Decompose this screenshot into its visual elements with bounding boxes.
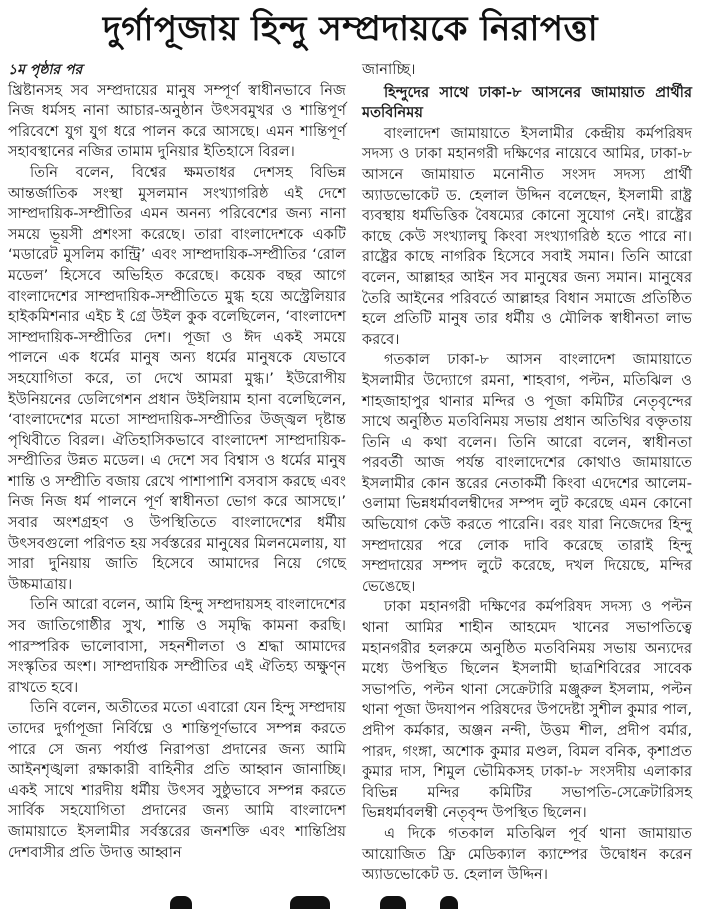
article-column-right [362, 60, 692, 886]
article-paragraph: গতকাল ঢাকা-৮ আসন বাংলাদেশ জামায়াতে ইসলামীর উদ্যোগে রমনা, শাহবাগ, পল্টন, মতিঝিল ও শাহজাহাপুর থানার মন্দির ও পূজা কমিটির নেতৃবৃন্দের সাথে অনুষ্ঠিত মতবিনিময় সভায় প্রধান অতিথির বক্তৃতায় তিনি এ কথা বলেন। তিনি আরো বলেন, স্বাধীনতা পরবর্তী আজ পর্যন্ত বাংলাদেশের কোথাও জামায়াতে ইসলামীর কোন স্তরের নেতাকর্মী কিংবা এদেশের আলেম-ওলামা ভিন্নধর্মাবলম্বীদের সম্পদ লুট করেছে এমন কোনো অভিযোগ কেউ করতে পারেনি। বরং যারা নিজেদের হিন্দু সম্প্রদায়ের পরে লোক দাবি করেছে তারাই হিন্দু সম্প্রদায়ের সম্পদ লুটে করেছে, দখল দিয়েছে, মন্দির ভেঙেছে। [362, 351, 692, 595]
cropped-glyph [170, 896, 192, 909]
article-headline: দুর্গাপূজায় হিন্দু সম্প্রদায়কে নিরাপত্তা [102, 9, 599, 49]
article-paragraph: এ দিকে গতকাল মতিঝিল পূর্ব থানা জামায়াত আয়োজিত ফ্রি মেডিক্যাল ক্যাম্পের উদ্বোধন করেন অ্যাডভোকেট ড. হেলাল উদ্দিন। [362, 824, 692, 884]
next-headline-cropped [0, 896, 701, 909]
article-paragraph: বাংলাদেশ জামায়াতে ইসলামীর কেন্দ্রীয় কর্মপরিষদ সদস্য ও ঢাকা মহানগরী দক্ষিণের নায়েবে আমির, ঢাকা-৮ আসনে জামায়াত মনোনীত সংসদ সদস্য প্রার্থী অ্যাডভোকেট ড. হেলাল উদ্দিন বলেছেন, ইসলামী রাষ্ট্র ব্যবস্থায় ধর্মভিত্তিক বৈষম্যের কোনো সুযোগ নেই। রাষ্ট্রের কাছে কেউ সংখ্যালঘু কিংবা সংখ্যাগরিষ্ঠ হতে পারে না। রাষ্ট্রের কাছে নাগরিক হিসেবে সবাই সমান। তিনি আরো বলেন, আল্লাহর আইন সব মানুষের জন্য সমান। মানুষের তৈরি আইনের পরিবর্তে আল্লাহর বিধান সমাজে প্রতিষ্ঠিত হলে প্রতিটি মানুষ তার ধর্মীয় ও মৌলিক স্বাধীনতা লাভ করবে। [362, 124, 692, 348]
article-paragraph: ঢাকা মহানগরী দক্ষিণের কর্মপরিষদ সদস্য ও পল্টন থানা আমির শাহীন আহমেদ খানের সভাপতিত্বে মহানগরীর হলরুমে অনুষ্ঠিত মতবিনিময় সভায় অন্যদের মধ্যে উপস্থিত ছিলেন ইসলামী ছাত্রশিবিরের সাবেক সভাপতি, পল্টন থানা সেক্রেটারি মঞ্জুরুল ইসলাম, পল্টন থানা পূজা উদযাপন পরিষদের উপদেষ্টা সুশীল কুমার পাল, প্রদীপ কর্মকার, অঞ্জন নন্দী, উত্তম শীল, প্রদীপ বর্মার, পারদ, গংঙ্গা, অশোক কুমার মণ্ডল, বিমল বনিক, কৃশাপ্রত কুমার দাস, শিমুল ভৌমিকসহ ঢাকা-৮ সংসদীয় এলাকার বিভিন্ন মন্দির কমিটির সভাপতি-সেক্রেটারিসহ ভিন্নধর্মাবলম্বী নেতৃবৃন্দ উপস্থিত ছিলেন। [362, 598, 692, 822]
article-paragraph: তিনি বলেন, বিশ্বের ক্ষমতাধর দেশসহ বিভিন্ন আন্তর্জাতিক সংস্থা মুসলমান সংখ্যাগরিষ্ঠ এই দেশে সাম্প্রদায়িক-সম্প্রীতির এমন অনন্য পরিবেশের জন্য নানা সময়ে ভূয়সী প্রশংসা করেছে। তারা বাংলাদেশকে একটি ‘মডারেট মুসলিম কান্ট্রি’ এবং সাম্প্রদায়িক-সম্প্রীতির ‘রোল মডেল’ হিসেবে অভিহিত করেছে। কয়েক বছর আগে বাংলাদেশের সাম্প্রদায়িক-সম্প্রীতিতে মুগ্ধ হয়ে অস্ট্রেলিয়ার হাইকমিশনার এইচ ই গ্রে উইল কুক বলেছিলেন, ‘বাংলাদেশ সাম্প্রদায়িক-সম্প্রীতির দেশ। পূজা ও ঈদ একই সময়ে পালনে এক ধর্মের মানুষ অন্য ধর্মের মানুষকে যেভাবে সহযোগিতা করে, তা দেখে আমরা মুগ্ধ।’ ইউরোপীয় ইউনিয়নের ডেলিগেশন প্রধান উইলিয়াম হানা বলেছিলেন, ‘বাংলাদেশের মতো সাম্প্রদায়িক-সম্প্রীতির উজ্জ্বল দৃষ্টান্ত পৃথিবীতে বিরল। ঐতিহাসিকভাবে বাংলাদেশ সাম্প্রদায়িক-সম্প্রীতির উন্নত মডেল। এ দেশে সব বিশ্বাস ও ধর্মের মানুষ শান্তি ও সম্প্রীতি বজায় রেখে পাশাপাশি বসবাস করছে এবং নিজ নিজ ধর্ম পালনে পূর্ণ স্বাধীনতা ভোগ করে আসছে।’ সবার অংশগ্রহণ ও উপস্থিতিতে বাংলাদেশের ধর্মীয় উৎসবগুলো পরিণত হয় সর্বস্তরের মানুষের মিলনমেলায়, যা সারা দুনিয়ায় জাতি হিসেবে আমাদের নিয়ে গেছে উচ্চমাত্রায়। [8, 163, 346, 593]
article-paragraph: তিনি বলেন, অতীতের মতো এবারো যেন হিন্দু সম্প্রদায় তাদের দুর্গাপূজা নির্বিঘ্নে ও শান্তিপূর্ণভাবে সম্পন্ন করতে পারে সে জন্য পর্যাপ্ত নিরাপত্তা প্রদানের জন্য আমি আইনশৃঙ্খলা রক্ষাকারী বাহিনীর প্রতি আহ্বান জানাচ্ছি। একই সাথে শারদীয় ধর্মীয় উৎসব সুষ্ঠুভাবে সম্পন্ন করতে সার্বিক সহযোগিতা প্রদানের জন্য আমি বাংলাদেশ জামায়াতে ইসলামীর সর্বস্তরের জনশক্তি এবং শান্তিপ্রিয় দেশবাসীর প্রতি উদাত্ত আহ্বান [8, 699, 346, 861]
cropped-glyph [440, 896, 458, 909]
article-column-left [8, 60, 346, 863]
article-paragraph-continuation: জানাচ্ছি। [362, 61, 416, 78]
article-body [0, 52, 701, 886]
article-paragraph: তিনি আরো বলেন, আমি হিন্দু সম্প্রদায়সহ বাংলাদেশের সব জাতিগোষ্ঠীর সুখ, শান্তি ও সমৃদ্ধি কামনা করছি। পারস্পরিক ভালোবাসা, সহনশীলতা ও শ্রদ্ধা আমাদের সংস্কৃতির অংশ। সাম্প্রদায়িক সম্প্রীতির এই ঐতিহ্য অক্ষুণ্ন রাখতে হবে। [8, 596, 346, 696]
continued-from-label: ১ম পৃষ্ঠার পর [8, 62, 83, 78]
cropped-glyph [290, 896, 330, 909]
cropped-glyph [380, 896, 406, 909]
article-subheading: হিন্দুদের সাথে ঢাকা-৮ আসনের জামায়াত প্রার্থীর মতবিনিময় [362, 83, 692, 122]
article-paragraph: খ্রিষ্টানসহ সব সম্প্রদায়ের মানুষ সম্পূর্ণ স্বাধীনভাবে নিজ নিজ ধর্মসহ নানা আচার-অনুষ্ঠান উৎসবমুখর ও শান্তিপূর্ণ পরিবেশে যুগ যুগ ধরে পালন করে আসছে। এমন শান্তিপূর্ণ সহাবস্থানের নজির তামাম দুনিয়ার ইতিহাসে বিরল। [8, 81, 346, 161]
